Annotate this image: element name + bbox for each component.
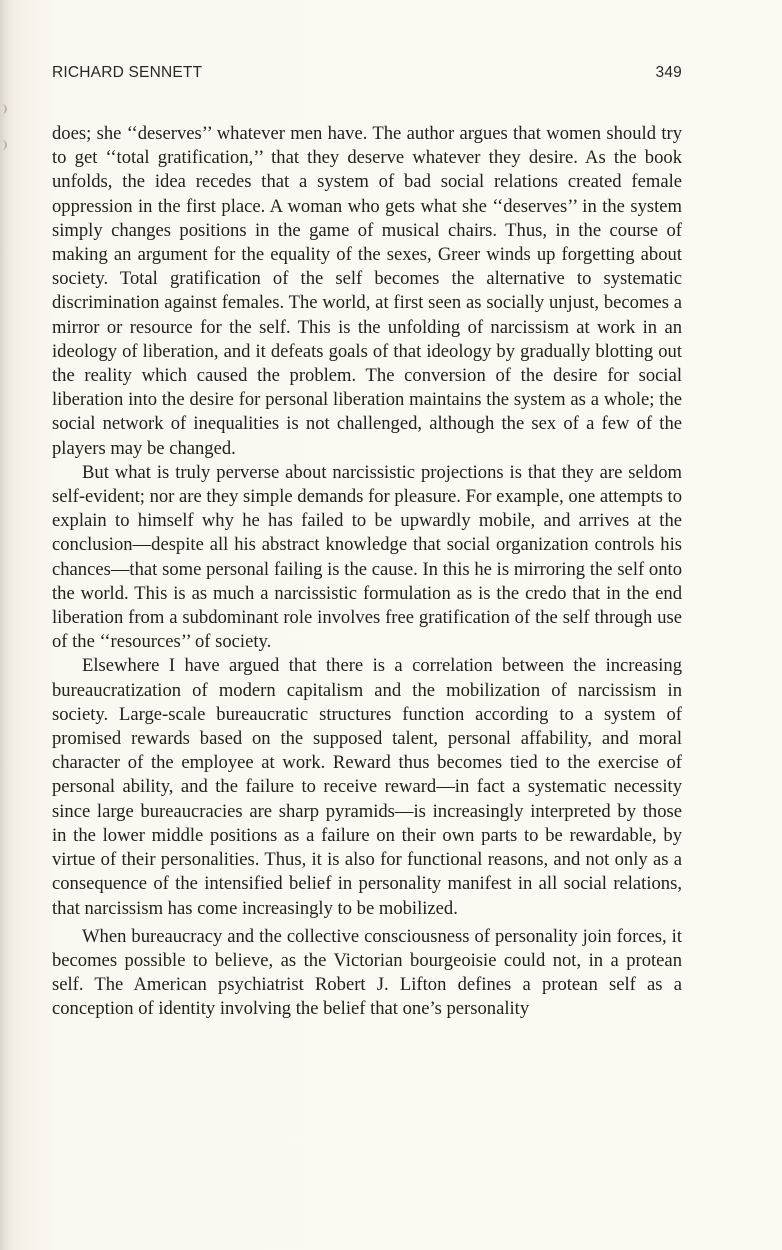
paragraph-2: But what is truly perverse about narcissistic projections is that they are seldom self-evident; nor are they simple demands for pleasure. For example, one attempts to explain to himself why he has failed to be upwardly mobile, and arrives at the conclusion—despite all his abstract knowledge that social organization controls his chances—that some personal failing is the cause. In this he is mirroring the self onto the world. This is as much a narcissistic formulation as is the credo that in the end liberation from a subdominant role involves free gratification of the self through use of the ‘‘resources’’ of society. (52, 461, 682, 653)
paragraph-3: Elsewhere I have argued that there is a correlation between the increasing bureaucratization of modern capitalism and the mobilization of narcissism in society. Large-scale bureaucratic structures function according to a system of promised rewards based on the supposed talent, personal affability, and moral character of the employee at work. Reward thus becomes tied to the exercise of personal ability, and the failure to receive reward—in fact a systematic necessity since large bureaucracies are sharp pyramids—is increasingly interpreted by those in the lower middle positions as a failure on their own parts to be rewardable, by virtue of their personalities. Thus, it is also for functional reasons, and not only as a consequence of the intensified belief in personality manifest in all social relations, that narcissism has come increasingly to be mobilized. (52, 655, 682, 919)
page-number: 349 (655, 64, 682, 81)
paragraph-1: does; she ‘‘deserves’’ whatever men have. The author argues that women should try to get ‘‘total gratification,’’ that they deserve whatever they desire. As the book unfolds, the idea recedes that a system of bad social relations created female oppression in the first place. A woman who gets what she ‘‘deserves’’ in the system simply changes positions in the game of musical chairs. Thus, in the course of making an argument for the equality of the sexes, Greer winds up forgetting about society. Total gratification of the self becomes the alternative to systematic discrimination against females. The world, at first seen as socially unjust, becomes a mirror or resource for the self. This is the unfolding of narcissism at work in an ideology of liberation, and it defeats goals of that ideology by gradually blotting out the reality which caused the problem. The conversion of the desire for social liberation into the desire for personal liberation maintains the system as a whole; the social network of inequalities is not challenged, although the sex of a few of the players may be changed. (52, 123, 682, 459)
paragraph-4: When bureaucracy and the collective consciousness of personality join forces, it becomes possible to believe, as the Victorian bourgeoisie could not, in a protean self. The American psychiatrist Robert J. Lifton defines a protean self as a conception of identity involving the belief that one’s personality (52, 925, 682, 1020)
gutter-shadow-mark (0, 104, 7, 114)
body-text (52, 122, 682, 1022)
gutter-shadow-mark (0, 140, 7, 150)
running-head (52, 64, 682, 88)
author-name: RICHARD SENNETT (52, 64, 203, 81)
